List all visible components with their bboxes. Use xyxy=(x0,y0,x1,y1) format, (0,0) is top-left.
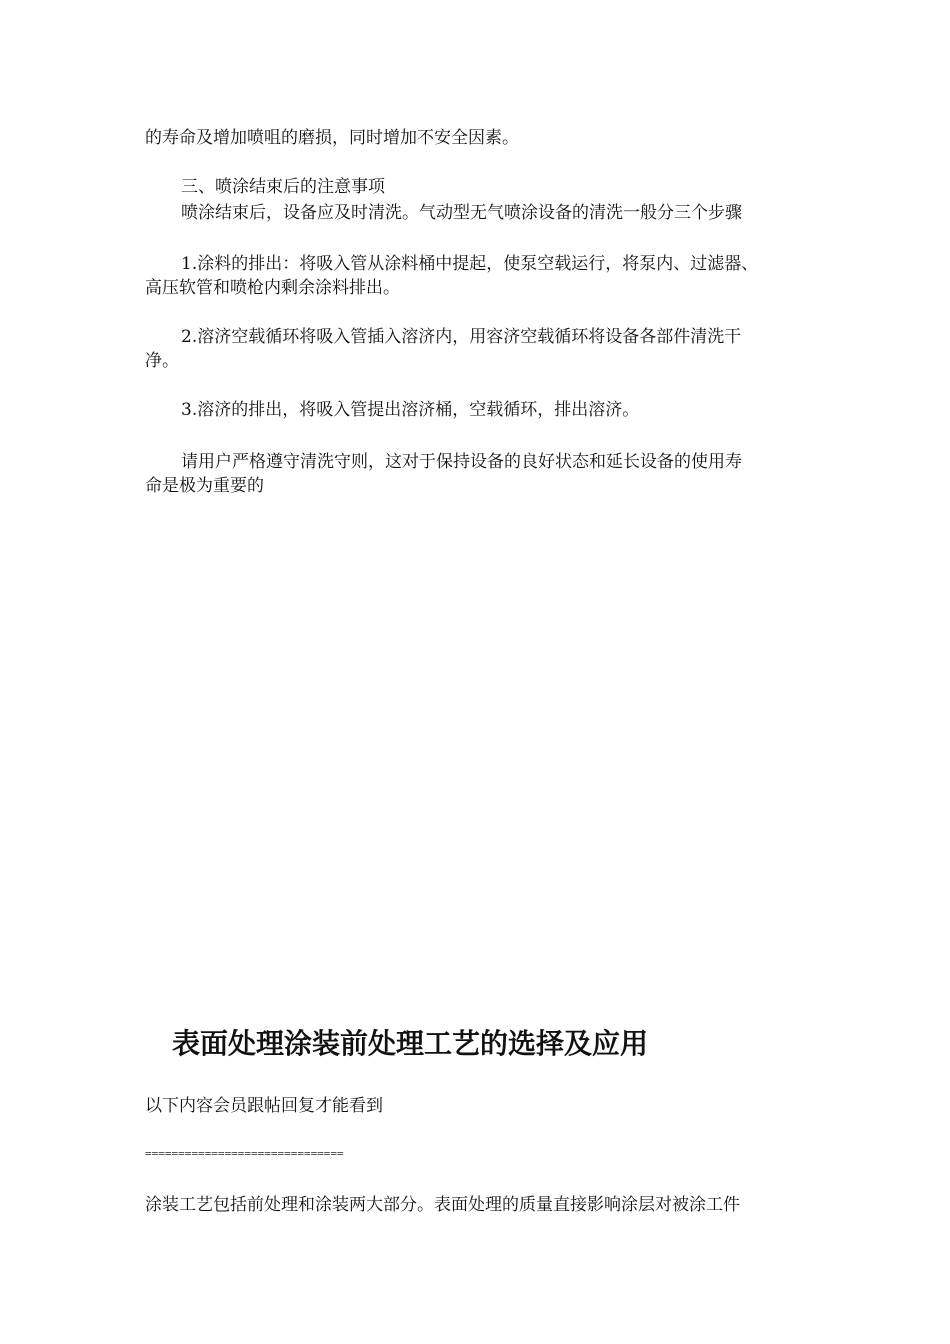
notice-text: 请用户严格遵守清洗守则，这对于保持设备的良好状态和延长设备的使用寿 xyxy=(181,452,742,472)
continuation-text: 的寿命及增加喷咀的磨损，同时增加不安全因素。 xyxy=(145,128,519,148)
divider-line: ============================== xyxy=(145,1147,344,1160)
step3-text: 3.溶济的排出，将吸入管提出溶济桶，空载循环，排出溶济。 xyxy=(181,400,640,420)
step2-text-continued: 净。 xyxy=(145,351,179,371)
step1-text-continued: 高压软管和喷枪内剩余涂料排出。 xyxy=(145,278,400,298)
member-note: 以下内容会员跟帖回复才能看到 xyxy=(145,1096,383,1116)
notice-text-continued: 命是极为重要的 xyxy=(145,476,264,496)
section-intro: 喷涂结束后，设备应及时清洗。气动型无气喷涂设备的清洗一般分三个步骤 xyxy=(181,203,742,223)
step1-text: 1.涂料的排出：将吸入管从涂料桶中提起，使泵空载运行，将泵内、过滤器、 xyxy=(181,254,759,274)
section-heading: 三、喷涂结束后的注意事项 xyxy=(181,177,385,197)
article-body: 涂装工艺包括前处理和涂装两大部分。表面处理的质量直接影响涂层对被涂工件 xyxy=(145,1195,740,1215)
step2-text: 2.溶济空载循环将吸入管插入溶济内，用容济空载循环将设备各部件清洗干 xyxy=(181,327,742,347)
article-title: 表面处理涂装前处理工艺的选择及应用 xyxy=(172,1027,649,1060)
